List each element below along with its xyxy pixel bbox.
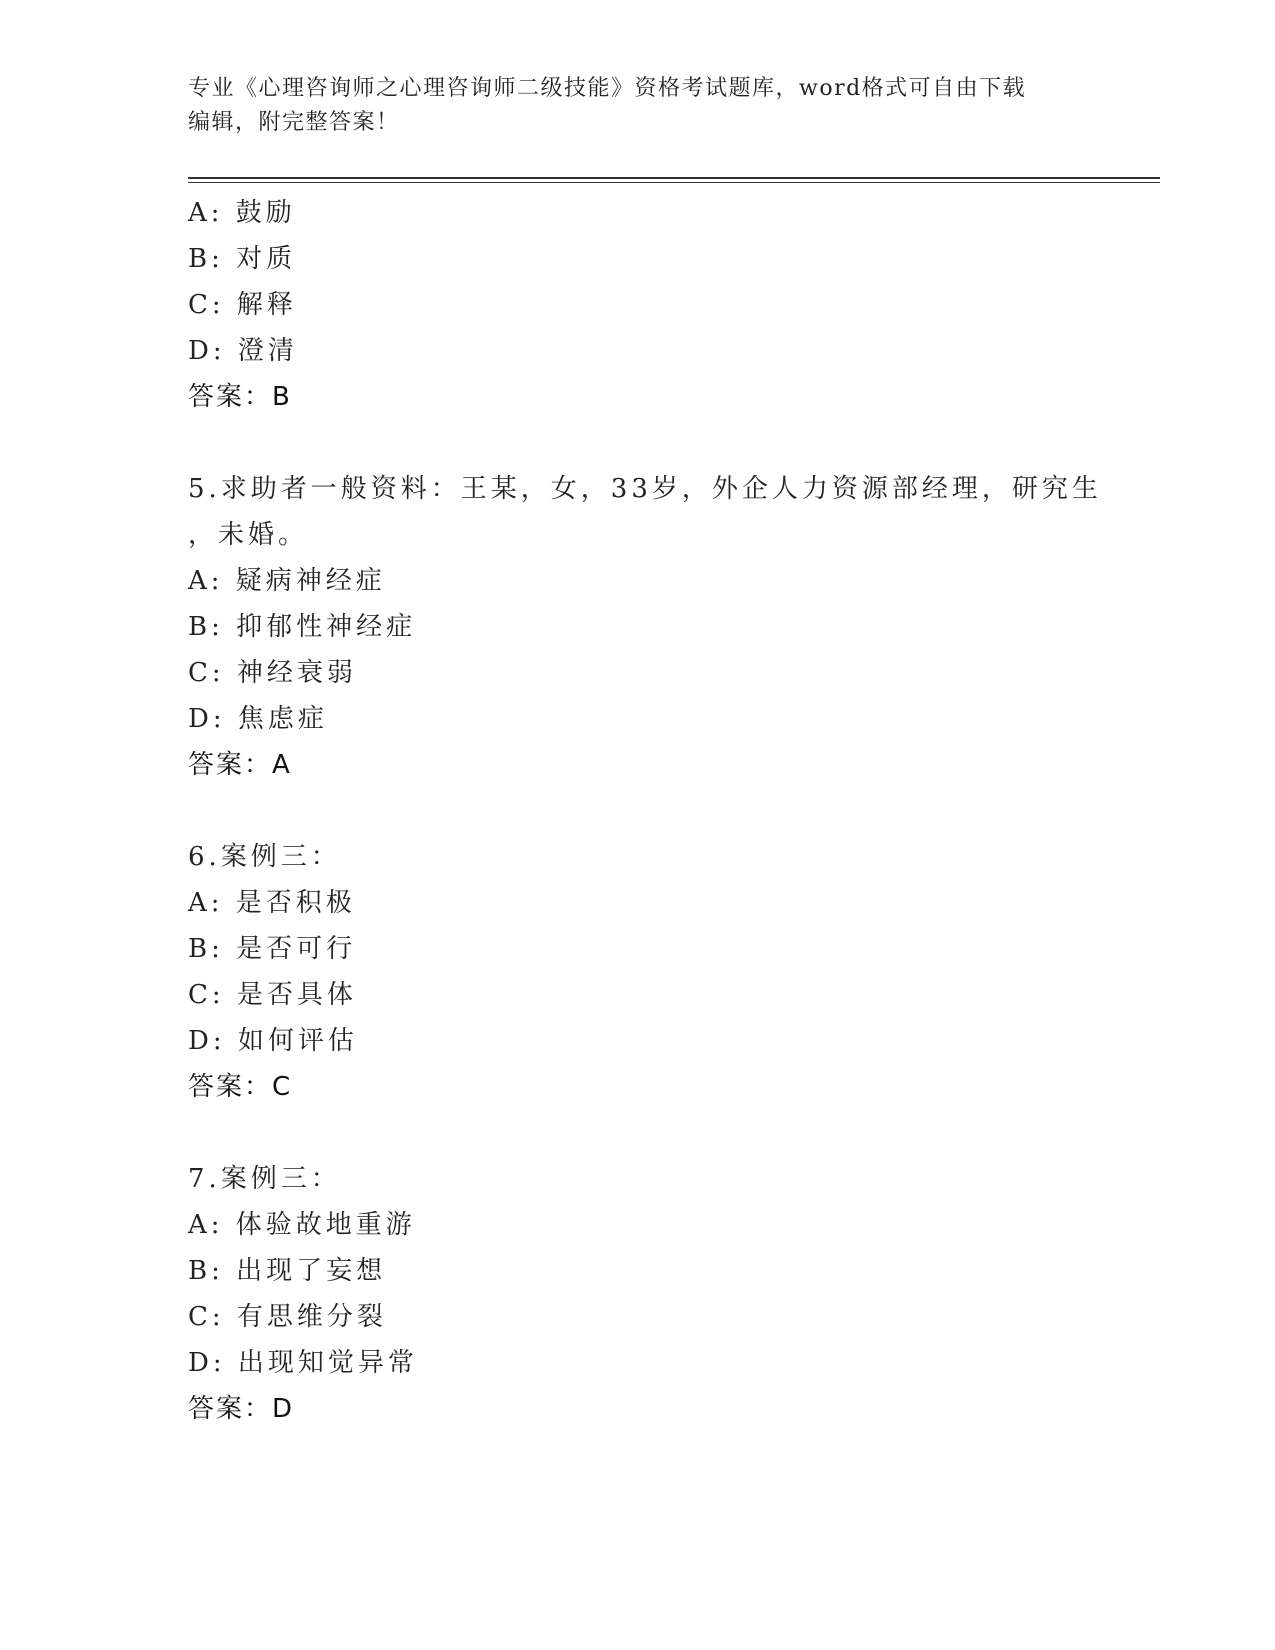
question-4 [188, 190, 1138, 420]
answer-line: 答案：A [188, 750, 292, 780]
option-b: B: 抑郁性神经症 [188, 612, 417, 642]
option-b: B: 对质 [188, 244, 297, 274]
option-d: D: 澄清 [188, 336, 298, 366]
option-c: C: 神经衰弱 [188, 658, 357, 688]
header-divider-thin [188, 182, 1160, 183]
option-d: D: 出现知觉异常 [188, 1348, 418, 1378]
document-header [188, 72, 1088, 140]
option-c: C: 解释 [188, 290, 297, 320]
question-stem: 6.案例三： [188, 842, 341, 872]
option-b: B: 出现了妄想 [188, 1256, 387, 1286]
option-a: A: 体验故地重游 [188, 1210, 416, 1240]
question-5 [188, 466, 1138, 788]
option-a: A: 疑病神经症 [188, 566, 386, 596]
option-c: C: 是否具体 [188, 980, 357, 1010]
question-stem: 7.案例三： [188, 1164, 341, 1194]
spacer [188, 788, 1138, 834]
option-a: A: 鼓励 [188, 198, 296, 228]
answer-line: 答案：C [188, 1072, 293, 1102]
answer-line: 答案：B [188, 382, 292, 412]
option-d: D: 如何评估 [188, 1026, 358, 1056]
spacer [188, 1110, 1138, 1156]
answer-line: 答案：D [188, 1394, 295, 1424]
header-line-2: 编辑，附完整答案！ [188, 110, 400, 135]
spacer [188, 420, 1138, 466]
question-stem-continued: ，未婚。 [188, 520, 309, 550]
option-c: C: 有思维分裂 [188, 1302, 387, 1332]
header-divider-thick [188, 177, 1160, 179]
option-a: A: 是否积极 [188, 888, 356, 918]
option-b: B: 是否可行 [188, 934, 357, 964]
option-d: D: 焦虑症 [188, 704, 328, 734]
question-6 [188, 834, 1138, 1110]
header-line-1: 专业《心理咨询师之心理咨询师二级技能》资格考试题库，word格式可自由下载 [188, 76, 1027, 101]
question-7 [188, 1156, 1138, 1432]
question-stem: 5.求助者一般资料：王某，女，33岁，外企人力资源部经理，研究生 [188, 474, 1102, 504]
question-list [188, 190, 1138, 1432]
